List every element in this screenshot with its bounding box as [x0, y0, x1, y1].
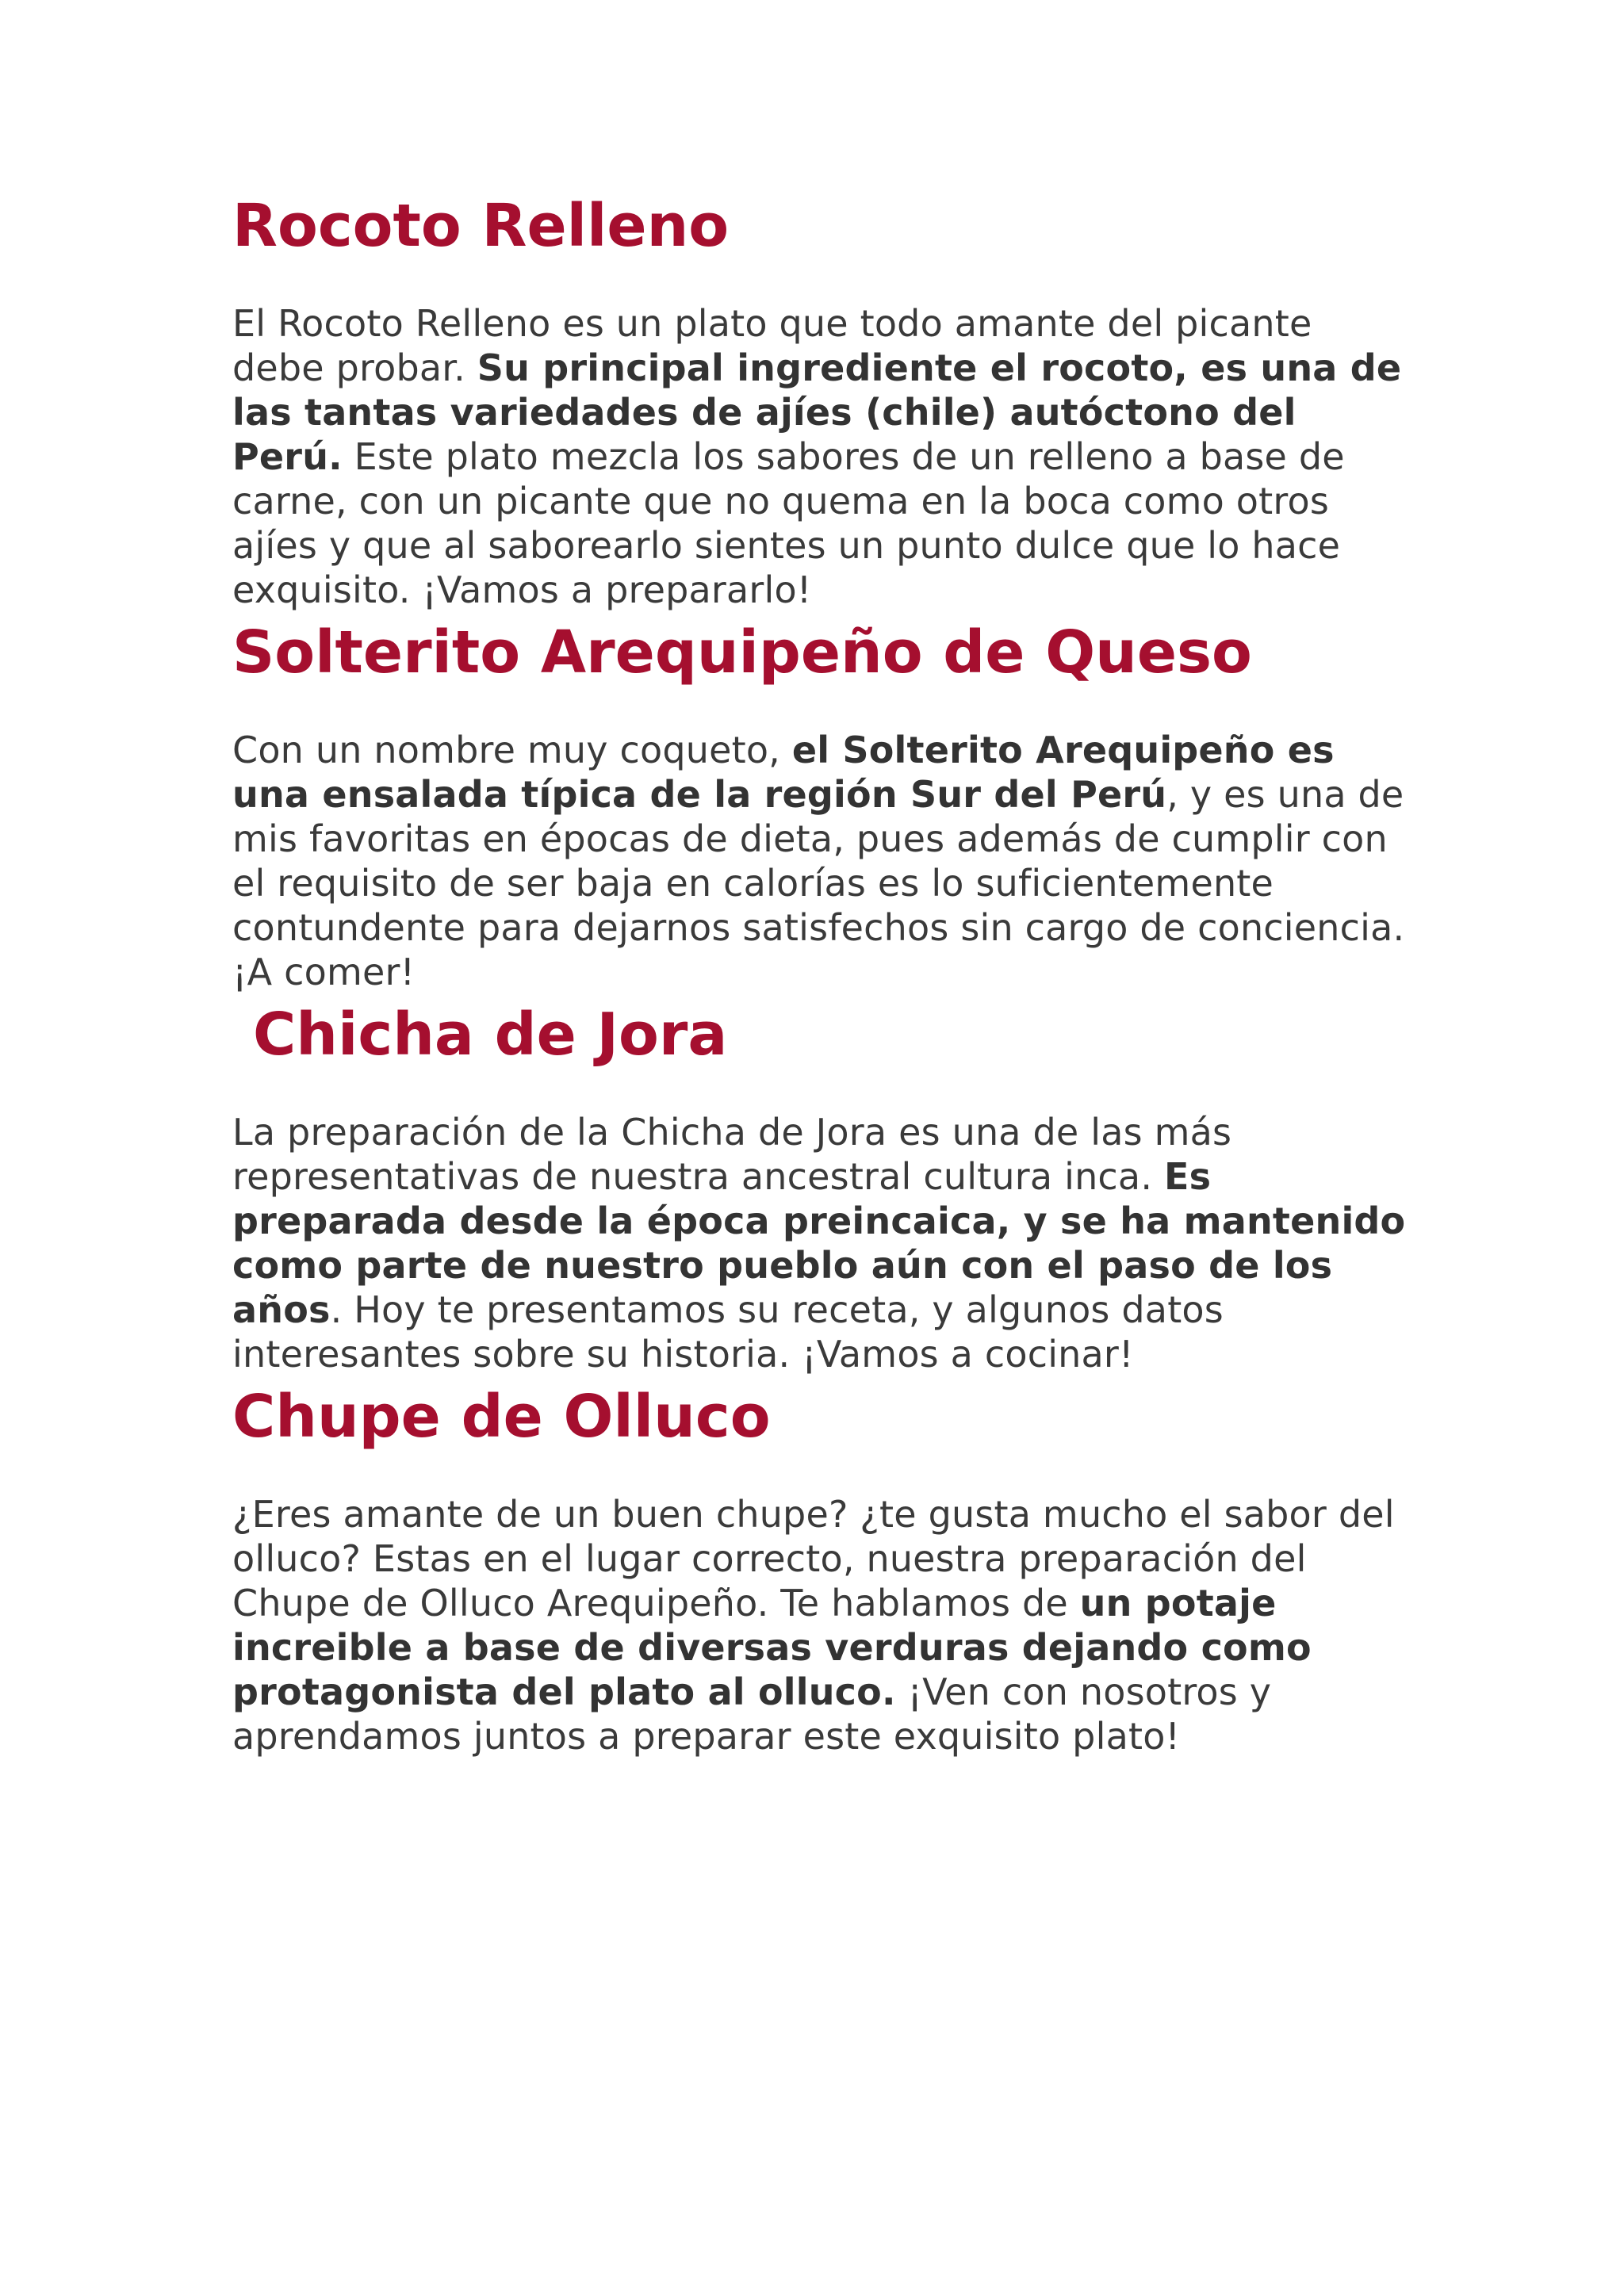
- section-body: [232, 301, 1406, 612]
- section-rocoto-relleno: [232, 190, 1406, 612]
- body-text: La preparación de la Chicha de Jora es una de las más representativas de nuestra ancestral cultura inca.: [232, 1111, 1232, 1198]
- section-solterito-arequipeno: [232, 617, 1406, 994]
- body-text: ¡Ven con nosotros y aprendamos juntos a preparar este exquisito plato!: [232, 1670, 1272, 1758]
- section-title: Chicha de Jora: [253, 1001, 728, 1069]
- body-text: El Rocoto Relleno es un plato que todo amante del picante debe probar.: [232, 302, 1312, 389]
- document-page: [232, 190, 1406, 1763]
- body-text: Con un nombre muy coqueto,: [232, 729, 792, 771]
- section-body: [232, 728, 1406, 994]
- section-title: Solterito Arequipeño de Queso: [232, 618, 1252, 687]
- body-text-bold: un potaje increible a base de diversas verduras dejando como protagonista del plato al olluco.: [232, 1582, 1312, 1713]
- section-chupe-de-olluco: [232, 1381, 1406, 1758]
- section-body: [232, 1110, 1406, 1376]
- body-text: . Hoy te presentamos su receta, y algunos datos interesantes sobre su historia. ¡Vamos a cocinar!: [232, 1288, 1224, 1376]
- body-text-bold: el Solterito Arequipeño es una ensalada típica de la región Sur del Perú: [232, 729, 1335, 816]
- section-title: Rocoto Relleno: [232, 192, 730, 260]
- body-text: , y es una de mis favoritas en épocas de dieta, pues además de cumplir con el requisito de ser baja en calorías es lo suficientemente contundente para dejarnos satisfechos sin cargo de conciencia. ¡A comer!: [232, 773, 1405, 993]
- body-text-bold: Su principal ingrediente el rocoto, es una de las tantas variedades de ajíes (chile) autóctono del Perú.: [232, 346, 1402, 478]
- section-body: [232, 1492, 1406, 1758]
- body-text: Este plato mezcla los sabores de un relleno a base de carne, con un picante que no quema en la boca como otros ajíes y que al saborearlo sientes un punto dulce que lo hace exquisito. ¡Vamos a prepararlo!: [232, 435, 1345, 611]
- section-chicha-de-jora: [232, 999, 1406, 1376]
- body-text-bold: Es preparada desde la época preincaica, y se ha mantenido como parte de nuestro pueblo aún con el paso de los años: [232, 1155, 1406, 1331]
- section-title: Chupe de Olluco: [232, 1383, 771, 1451]
- body-text: ¿Eres amante de un buen chupe? ¿te gusta mucho el sabor del olluco? Estas en el lugar correcto, nuestra preparación del Chupe de Olluco Arequipeño. Te hablamos de: [232, 1493, 1395, 1624]
